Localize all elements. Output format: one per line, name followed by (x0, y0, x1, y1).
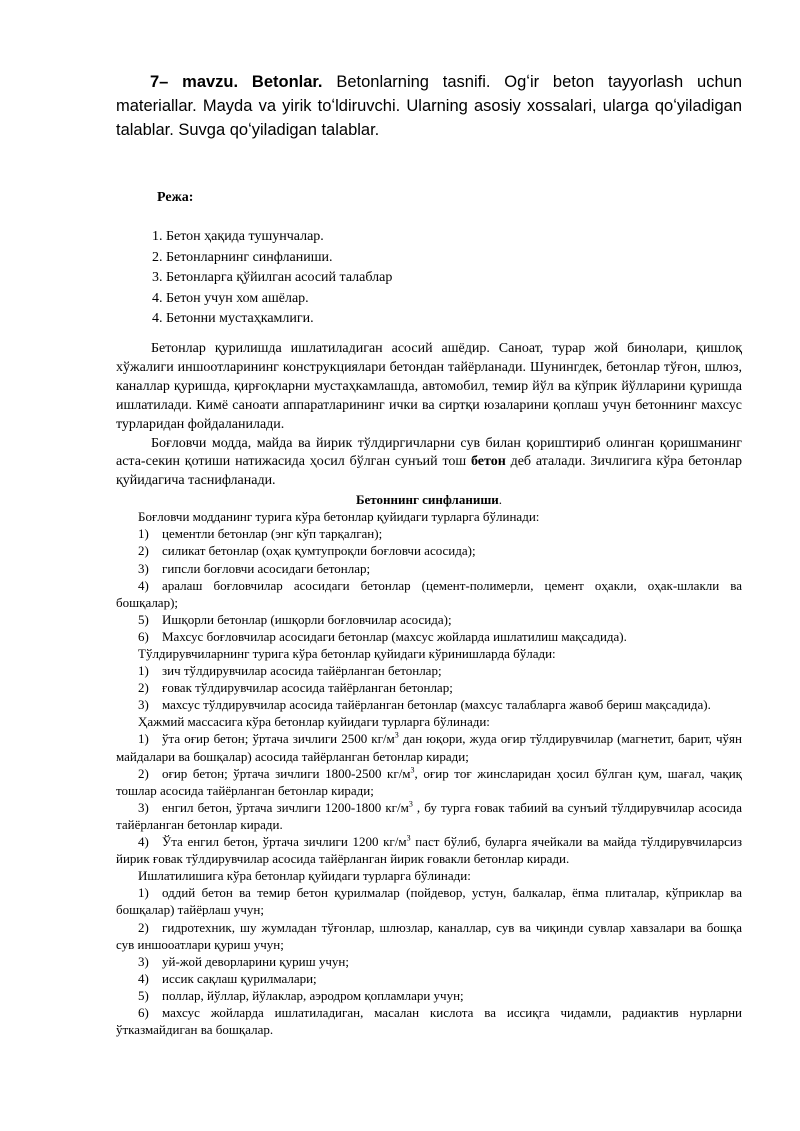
list-number: 6) (138, 1004, 149, 1020)
classification-heading (116, 491, 742, 508)
list-text: гипсли боғловчи асосидаги бетонлар; (162, 560, 371, 576)
unit-superscript: 3 (410, 765, 415, 775)
list-text: енгил бетон, ўртача зичлиги 1200-1800 кг/м (162, 799, 409, 815)
lesson-title-rest: Betonlarning tasnifi. Ogʻir beton tayyorlash uchun materiallar. Mayda va yirik toʻldiruvchi. Ularning asosiy xossalari, ularga qoʻyiladigan talablar. Suvga qoʻyiladigan talablar. (116, 73, 742, 139)
list-text-after: паст бўлиб, буларга ячейкали ва майда тўлдирувчиларсиз йирик ғовак тўлдирувчилар асосида тайёрланган йирик ғовакли бетонлар киради. (116, 834, 742, 867)
intro-p2-text: Боғловчи модда, майда ва йирик тўлдиргичларни сув билан қориштириб олинган қоришманинг аста-секин қотиши натижасида ҳосил бўлган сунъий тош (116, 435, 742, 470)
list-number: 3) (138, 953, 149, 969)
plan-item: 4. Бетон учун хом ашёлар. (152, 290, 309, 306)
list-item (116, 765, 742, 799)
plan-item: 1. Бетон ҳақида тушунчалар. (152, 229, 324, 244)
intro-paragraph-2 (116, 435, 742, 492)
plan-item: 2. Бетонларнинг синфланиши. (152, 249, 333, 265)
list-text: оддий бетон ва темир бетон қурилмалар (пойдевор, устун, балкалар, ёпма плиталар, кўприклар ва бошқалар) тайёрлаш учун; (116, 885, 742, 918)
list-text: оғир бетон; ўртача зичлиги 1800-2500 кг/м (162, 765, 411, 781)
list-number: 1) (138, 526, 149, 542)
plan-heading: Режа: (157, 190, 194, 205)
list-item (116, 833, 742, 867)
unit-superscript: 3 (406, 833, 411, 843)
list-text: уй-жой деворларини қуриш учун; (162, 953, 349, 969)
list-text: Ишқорли бетонлар (ишқорли боғловчилар асосида); (162, 611, 452, 627)
unit-superscript: 3 (394, 731, 399, 741)
list-number: 6) (138, 628, 149, 644)
list-number: 5) (138, 987, 149, 1003)
list-item (116, 577, 742, 611)
classification-section (116, 508, 742, 1038)
use-intro: Ишлатилишига кўра бетонлар қуйидаги турларга бўлинади: (138, 868, 471, 884)
classification-heading-dot: . (498, 492, 503, 508)
list-item (116, 730, 742, 764)
list-item (116, 542, 742, 559)
list-text: Махсус боғловчилар асосидаги бетонлар (махсус жойларда ишлатилиш мақсадида). (162, 628, 627, 644)
list-item (116, 628, 742, 645)
list-text: ўта оғир бетон; ўртача зичлиги 2500 кг/м (162, 731, 395, 747)
list-text-after: , оғир тоғ жинсларидан ҳосил бўлган қум, шағал, чақиқ тошлар асосида тайёрланган бетонлар киради; (116, 765, 742, 798)
list-text: махсус жойларда ишлатиладиган, масалан кислота ва иссиқга чидамли, радиактив нурларни ўтказмайдиган ва бошқалар. (116, 1004, 742, 1038)
list-number: 5) (138, 611, 149, 627)
list-text: махсус тўлдирувчилар асосида тайёрланган бетонлар (махсус талабларга жавоб бериш мақсадида). (162, 697, 711, 713)
list-item (116, 799, 742, 833)
list-text: силикат бетонлар (оҳак қумтупроқли боғловчи асосида); (162, 543, 476, 559)
list-text: аралаш боғловчилар асосидаги бетонлар (цемент-полимерли, цемент оҳакли, оҳак-шлакли ва бошқалар); (116, 577, 742, 610)
list-item (116, 953, 742, 970)
list-item (116, 662, 742, 679)
list-item (116, 679, 742, 696)
list-number: 2) (138, 543, 149, 559)
classification-heading-text: Бетоннинг синфланиши (355, 492, 499, 508)
lesson-title-bold: 7– mavzu. Betonlar. (150, 73, 323, 91)
list-item (116, 611, 742, 628)
list-number: 1) (138, 731, 149, 747)
list-text: гидротехник, шу жумладан тўғонлар, шлюзлар, каналлар, сув ва чиқинди сувлар хавзалари ва бошқа сув иншооатлари қуриш учун; (116, 919, 742, 952)
list-item (116, 1004, 742, 1038)
list-text: зич тўлдирувчилар асосида тайёрланган бетонлар; (162, 663, 442, 679)
list-number: 4) (138, 577, 149, 593)
list-text: поллар, йўллар, йўлаклар, аэродром қопламлари учун; (162, 987, 464, 1003)
list-text: иссик сақлаш қурилмалари; (162, 970, 317, 986)
plan-list (152, 227, 392, 330)
list-item (116, 987, 742, 1004)
list-number: 1) (138, 885, 149, 901)
list-text: цементли бетонлар (энг кўп тарқалган); (162, 526, 383, 542)
document-body (116, 340, 742, 1038)
list-item (116, 970, 742, 987)
list-text-after: дан юқори, жуда оғир тўлдирувчилар (магнетит, барит, чўян майдалари ва бошқалар) асосида тайёрланган бетонлар киради; (116, 731, 742, 764)
binder-intro: Боғловчи модданинг турига кўра бетонлар қуйидаги турларга бўлинади: (138, 509, 540, 525)
lesson-title (116, 70, 742, 142)
list-item (116, 560, 742, 577)
list-number: 4) (138, 834, 149, 850)
mass-intro: Ҳажмий массасига кўра бетонлар куйидаги турларга бўлинади: (138, 714, 490, 730)
list-number: 1) (138, 663, 149, 679)
list-item (116, 884, 742, 918)
filler-intro: Тўлдирувчиларнинг турига кўра бетонлар қуйидаги кўринишларда бўлади: (138, 646, 556, 661)
list-item (116, 919, 742, 953)
list-text: Ўта енгил бетон, ўртача зичлиги 1200 кг/м (162, 834, 407, 850)
list-number: 2) (138, 919, 149, 935)
list-number: 4) (138, 970, 149, 986)
list-number: 3) (138, 697, 149, 713)
list-text-after: , бу турга ғовак табиий ва сунъий тўлдирувчилар асосида тайёрланган бетонлар киради. (116, 799, 742, 832)
intro-paragraph-1: Бетонлар қурилишда ишлатиладиган асосий ашёдир. Саноат, турар жой бинолари, қишлоқ хўжалиги иншоотларининг конструкциялари бетондан тайёрланади. Шунингдек, бетонлар тўғон, шлюз, каналлар қуришда, қирғоқларни мустаҳкамлашда, автомобил, темир йўл ва кўприк йўлларини қуришда ишлатилади. Кимё саноати аппаратларининг ички ва сиртқи юзаларини қоплаш учун бетоннинг махсус турларидан фойдаланилади. (116, 341, 742, 432)
list-number: 2) (138, 680, 149, 696)
list-number: 3) (138, 799, 149, 815)
intro-p2-text-after: деб аталади. Зичлигига кўра бетонлар қуйидагича таснифланади. (116, 454, 743, 489)
list-item (116, 696, 742, 713)
list-text: ғовак тўлдирувчилар асосида тайёрланган бетонлар; (162, 680, 453, 696)
list-item (116, 525, 742, 542)
list-number: 3) (138, 560, 149, 576)
list-number: 2) (138, 765, 149, 781)
plan-item: 4. Бетонни мустаҳкамлиги. (152, 311, 314, 326)
unit-superscript: 3 (408, 799, 413, 809)
plan-item: 3. Бетонларга қўйилган асосий талаблар (152, 270, 393, 285)
intro-p2-bold: бетон (470, 454, 506, 470)
